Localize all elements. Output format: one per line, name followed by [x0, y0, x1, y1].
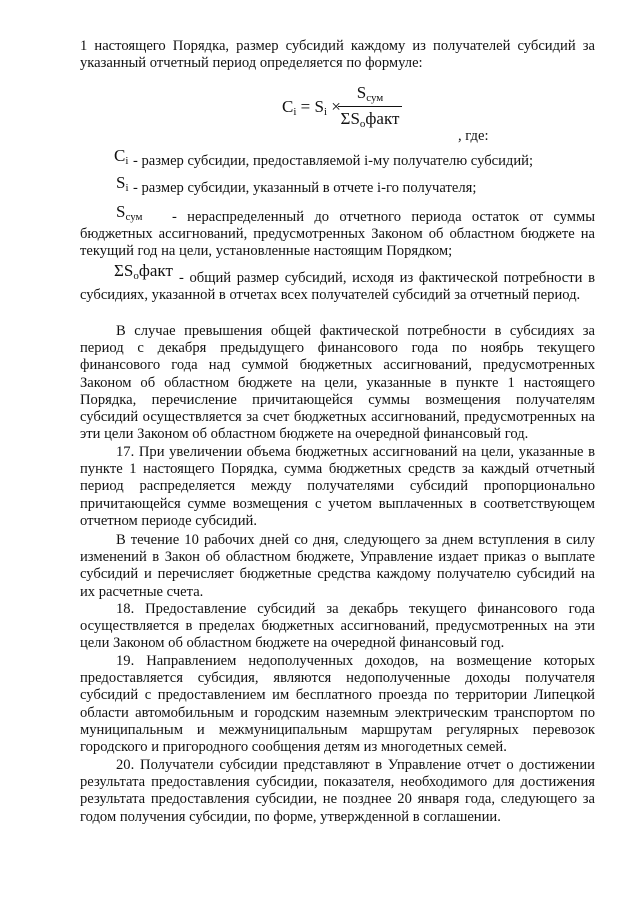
formula-s: S: [314, 97, 324, 116]
item-17-paragraph: 17. При увеличении объема бюджетных ассигнований на цели, указанные в пункте 1 настоящего Порядка, сумма бюджетных средств за каждый отчетный период распределяется между получателями субсидий пропорционально причитающейся сумме возмещения с учетом выплаченных в соответствующем отчетном периоде субсидий.: [80, 444, 595, 529]
item-20-paragraph: 20. Получатели субсидии представляют в Управление отчет о достижении результата предоставления субсидии, показателя, необходимого для достижения результата предоставления субсидии, не позднее 20 января года, следующего за годом получения субсидии, по форме, утвержденной в соглашении.: [80, 757, 595, 825]
def-c-symbol: $C_i$: [114, 146, 129, 167]
fraction-bar: [338, 106, 402, 107]
formula-numerator: $S_{сум}$: [356, 83, 384, 104]
def-s-symbol: $S_i$: [116, 173, 129, 194]
formula-c: C: [282, 97, 294, 116]
def-sigma-text: - общий размер субсидий, исходя из фактической потребности в субсидиях, указанной в отчетах всех получателей субсидий за отчетный период.: [80, 270, 595, 304]
item-19-paragraph: 19. Направлением недополученных доходов, на возмещение которых предоставляется субсидия, являются недополученные доходы получателя субсидий с предоставлением им бесплатного проезда по территории Липецкой области автомобильным и городским наземным электрическим транспортом по муниципальным и межмуниципальным маршрутам регулярных перевозок городского и пригородного сообщения детям из многодетных семей.: [80, 653, 595, 756]
formula-c-sub: i: [293, 106, 297, 118]
def-sigma-symbol: $\Sigma S_oфакт$: [114, 261, 173, 282]
intro-paragraph: 1 настоящего Порядка, размер субсидий каждому из получателей субсидий за указанный отчетный период определяется по формуле:: [80, 38, 595, 72]
def-s-text: - размер субсидии, указанный в отчете i-го получателя;: [133, 180, 477, 196]
def-ssum-symbol: $S_{сум}$: [116, 202, 143, 223]
formula-times: ×: [331, 97, 341, 116]
def-ssum-text: - нераспределенный до отчетного периода остаток от суммы бюджетных ассигнований, предусмотренных Законом об областном бюджете на текущий год на цели, установленные настоящим Порядком;: [80, 209, 595, 260]
item-18-paragraph: 18. Предоставление субсидий за декабрь текущего финансового года осуществляется в пределах бюджетных ассигнований, предусмотренных на эти цели Законом об областном бюджете на очередной финансовый год.: [80, 601, 595, 652]
overflow-paragraph: В случае превышения общей фактической потребности в субсидиях за период с декабря предыдущего финансового года по ноябрь текущего финансового года над суммой бюджетных ассигнований, предусмотренных Законом об областном бюджете на цели, указанные в пункте 1 настоящего Порядка, перечисление причитающейся суммы возмещения получателям субсидий осуществляется за счет бюджетных ассигнований, предусмотренных на эти цели Законом об областном бюджете на очередной финансовый год.: [80, 323, 595, 443]
item-17-deadline-paragraph: В течение 10 рабочих дней со дня, следующего за днем вступления в силу изменений в Закон об областном бюджете, Управление издает приказ о выплате субсидий и перечисляет бюджетные средства каждому получателю субсидий на их расчетные счета.: [80, 532, 595, 600]
formula-s-sub: i: [323, 106, 328, 118]
formula-denominator: $\Sigma S_oфакт$: [340, 109, 400, 130]
formula-where: , где:: [458, 128, 489, 144]
formula-equals: =: [300, 97, 311, 116]
def-c-text: - размер субсидии, предоставляемой i-му получателю субсидий;: [133, 153, 534, 169]
